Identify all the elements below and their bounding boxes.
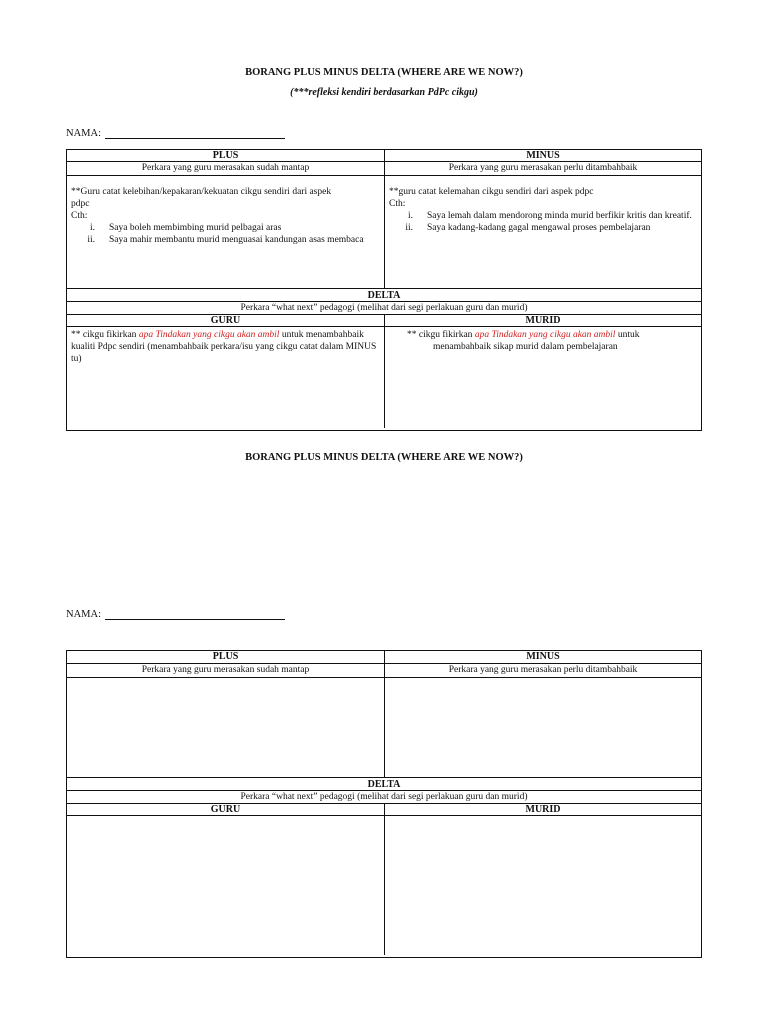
form2-nama-row xyxy=(66,609,285,620)
form1-delta-sub-row xyxy=(67,302,701,315)
form2-murid-header: MURID xyxy=(525,804,561,815)
list-item-number: ii. xyxy=(87,235,95,245)
form2-guru-cell[interactable] xyxy=(67,816,385,955)
list-item-text: Saya kadang-kadang gagal mengawal proses pembelajaran xyxy=(427,223,651,233)
form1-delta-body-row xyxy=(67,327,701,428)
form1-plus-header: PLUS xyxy=(67,150,385,161)
form2-delta-sub: Perkara “what next” pedagogi (melihat dari segi perlakuan guru dan murid) xyxy=(240,792,528,802)
form2-title: BORANG PLUS MINUS DELTA (WHERE ARE WE NOW?) xyxy=(245,452,523,463)
form1-delta-row xyxy=(67,289,701,302)
form1-nama-row xyxy=(66,128,285,139)
form2-minus-sub: Perkara yang guru merasakan perlu ditambahbaik xyxy=(448,665,638,675)
form1-murid-prefix: ** cikgu fikirkan xyxy=(407,330,475,340)
form2-plus-header: PLUS xyxy=(67,651,385,663)
form1-guru-prefix: ** cikgu fikirkan xyxy=(71,330,139,340)
form2-guru-murid-row xyxy=(67,804,701,816)
form1-plus-line1: **Guru catat kelebihan/kepakaran/kekuatan cikgu sendiri dari aspek xyxy=(71,187,332,197)
form1-delta-header: DELTA xyxy=(367,290,401,301)
form2-guru-header: GURU xyxy=(67,804,385,815)
form2-delta-header: DELTA xyxy=(367,779,401,790)
form1-minus-line1: **guru catat kelemahan cikgu sendiri dari aspek pdpc xyxy=(389,187,594,197)
form2-table xyxy=(66,650,702,958)
form1-murid-suffix: untuk xyxy=(615,330,640,340)
form1-header-row xyxy=(67,150,701,162)
list-item xyxy=(71,234,380,246)
form1-minus-header: MINUS xyxy=(526,150,560,161)
form2-body-row xyxy=(67,678,701,778)
form1-murid-cell[interactable] xyxy=(385,327,701,428)
list-item-number: i. xyxy=(89,223,95,233)
list-item-text: Saya lemah dalam mendorong minda murid berfikir kritis dan kreatif. xyxy=(427,211,692,221)
list-item xyxy=(389,222,697,234)
form1-guru-cell[interactable] xyxy=(67,327,385,428)
form1-delta-sub: Perkara “what next” pedagogi (melihat dari segi perlakuan guru dan murid) xyxy=(240,303,528,313)
form1-guru-text xyxy=(71,329,380,365)
form1-guru-suffix: untuk xyxy=(279,330,304,340)
form1-murid-red-text: apa Tindakan yang cikgu akan ambil xyxy=(474,330,616,340)
list-item xyxy=(389,210,697,222)
form1-minus-cth: Cth: xyxy=(389,199,406,209)
form1-table xyxy=(66,149,702,431)
form2-nama-label: NAMA: xyxy=(66,609,102,620)
form1-plus-line2: pdpc xyxy=(71,199,90,209)
form1-plus-cth: Cth: xyxy=(71,211,88,221)
form2-minus-cell[interactable] xyxy=(385,678,701,777)
form1-minus-list xyxy=(389,210,697,234)
form1-minus-cell[interactable] xyxy=(385,176,701,288)
list-item-text: Saya boleh membimbing murid pelbagai aras xyxy=(109,223,282,233)
list-item-number: i. xyxy=(407,211,413,221)
form2-header-row xyxy=(67,651,701,664)
form1-guru-rest: menambahbaik kualiti Pdpc sendiri (menambahbaik perkara/isu yang cikgu catat dalam MINUS tu) xyxy=(71,330,377,364)
form1-title: BORANG PLUS MINUS DELTA (WHERE ARE WE NOW?) xyxy=(245,67,523,78)
form1-subtitle: (***refleksi kendiri berdasarkan PdPc cikgu) xyxy=(290,87,478,98)
form1-murid-header: MURID xyxy=(525,315,561,326)
list-item-text: Saya mahir membantu murid menguasai kandungan asas membaca xyxy=(109,235,364,245)
form1-plus-cell[interactable] xyxy=(67,176,385,288)
list-item xyxy=(71,222,380,234)
form1-plus-list xyxy=(71,222,380,246)
form1-sub-row xyxy=(67,162,701,176)
form2-delta-row xyxy=(67,778,701,791)
form2-delta-body-row xyxy=(67,816,701,955)
form2-murid-cell[interactable] xyxy=(385,816,701,955)
form1-nama-field[interactable] xyxy=(105,128,285,139)
form2-sub-row xyxy=(67,664,701,678)
form1-body-row xyxy=(67,176,701,289)
form1-guru-murid-row xyxy=(67,315,701,327)
form1-nama-label: NAMA: xyxy=(66,128,102,139)
form2-nama-field[interactable] xyxy=(105,609,285,620)
form2-minus-header: MINUS xyxy=(526,651,560,662)
form2-plus-cell[interactable] xyxy=(67,678,385,777)
form1-guru-red-text: apa Tindakan yang cikgu akan ambil xyxy=(138,330,280,340)
form1-murid-rest: menambahbaik sikap murid dalam pembelajaran xyxy=(433,342,618,352)
form1-plus-sub: Perkara yang guru merasakan sudah mantap xyxy=(67,162,385,175)
list-item-number: ii. xyxy=(405,223,413,233)
form2-plus-sub: Perkara yang guru merasakan sudah mantap xyxy=(67,664,385,677)
form1-minus-sub: Perkara yang guru merasakan perlu ditambahbaik xyxy=(448,163,638,173)
form1-murid-line1 xyxy=(407,329,697,341)
form2-delta-sub-row xyxy=(67,791,701,804)
form1-guru-header: GURU xyxy=(67,315,385,326)
